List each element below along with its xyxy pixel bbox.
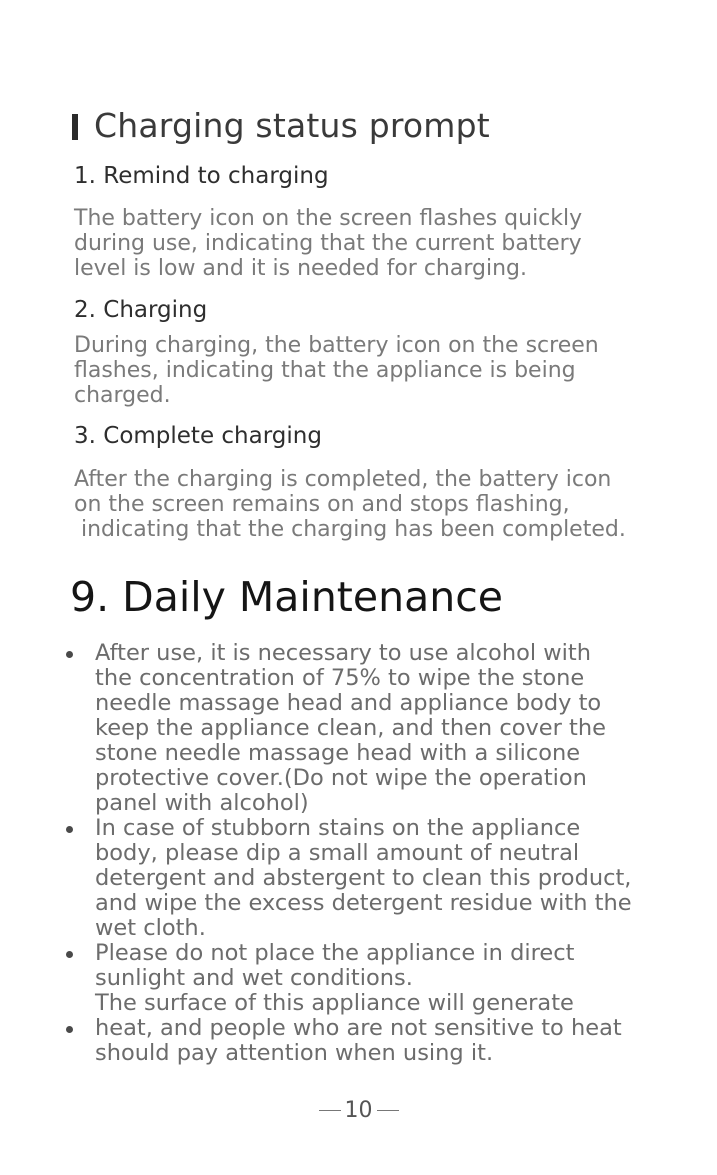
bullet-line: sunlight and wet conditions. xyxy=(95,965,413,991)
paragraph-line: charged. xyxy=(74,383,171,408)
bullet-line: should pay attention when using it. xyxy=(95,1040,494,1066)
bullet-dot-icon xyxy=(66,951,73,958)
bullet-line: After use, it is necessary to use alcohol with xyxy=(95,640,591,666)
bullet-line: The surface of this appliance will generate xyxy=(95,990,574,1016)
bullet-dot-icon xyxy=(66,1026,73,1033)
bullet-line: In case of stubborn stains on the appliance xyxy=(95,815,581,841)
section-title: Charging status prompt xyxy=(94,106,490,145)
paragraph-line: After the charging is completed, the battery icon xyxy=(74,467,612,492)
maintenance-title: 9. Daily Maintenance xyxy=(70,573,503,621)
paragraph-remind-to-charging xyxy=(74,206,674,281)
bullet-line: stone needle massage head with a silicone xyxy=(95,740,581,766)
bullet-text xyxy=(95,941,700,991)
bullet-item xyxy=(60,941,700,991)
paragraph-line: level is low and it is needed for charging. xyxy=(74,256,527,281)
paragraph-line: During charging, the battery icon on the screen xyxy=(74,333,599,358)
bullet-line: detergent and abstergent to clean this product, xyxy=(95,865,632,891)
bullet-item xyxy=(60,991,700,1066)
bullet-line: Please do not place the appliance in direct xyxy=(95,940,575,966)
bullet-line: protective cover.(Do not wipe the operation xyxy=(95,765,587,791)
bullet-item xyxy=(60,816,700,941)
footer-dash-left xyxy=(319,1110,341,1112)
paragraph-complete-charging xyxy=(74,467,674,542)
bullet-line: and wipe the excess detergent residue with the xyxy=(95,890,632,916)
footer-dash-right xyxy=(377,1110,399,1112)
bullet-text xyxy=(95,991,700,1066)
page-footer xyxy=(0,1098,717,1123)
bullet-line: keep the appliance clean, and then cover the xyxy=(95,715,606,741)
bullet-line: panel with alcohol) xyxy=(95,790,309,816)
section-heading xyxy=(72,104,490,148)
paragraph-line: indicating that the charging has been completed. xyxy=(74,517,626,542)
subheading-charging: 2. Charging xyxy=(74,297,208,323)
subheading-remind-to-charging: 1. Remind to charging xyxy=(74,163,329,189)
heading-marker-bar xyxy=(72,114,78,140)
bullet-line: the concentration of 75% to wipe the stone xyxy=(95,665,585,691)
maintenance-bullet-list xyxy=(60,641,700,1066)
bullet-text xyxy=(95,816,700,941)
bullet-item xyxy=(60,641,700,816)
paragraph-charging xyxy=(74,333,674,408)
paragraph-line: The battery icon on the screen flashes quickly xyxy=(74,206,583,231)
page-number: 10 xyxy=(344,1098,373,1123)
subheading-complete-charging: 3. Complete charging xyxy=(74,423,322,449)
bullet-line: heat, and people who are not sensitive to heat xyxy=(95,1015,622,1041)
bullet-line: needle massage head and appliance body to xyxy=(95,690,602,716)
paragraph-line: flashes, indicating that the appliance is being xyxy=(74,358,576,383)
bullet-dot-icon xyxy=(66,651,73,658)
bullet-dot-icon xyxy=(66,826,73,833)
bullet-line: body, please dip a small amount of neutral xyxy=(95,840,580,866)
bullet-line: wet cloth. xyxy=(95,915,206,941)
paragraph-line: on the screen remains on and stops flashing, xyxy=(74,492,570,517)
bullet-text xyxy=(95,641,700,816)
paragraph-line: during use, indicating that the current battery xyxy=(74,231,582,256)
